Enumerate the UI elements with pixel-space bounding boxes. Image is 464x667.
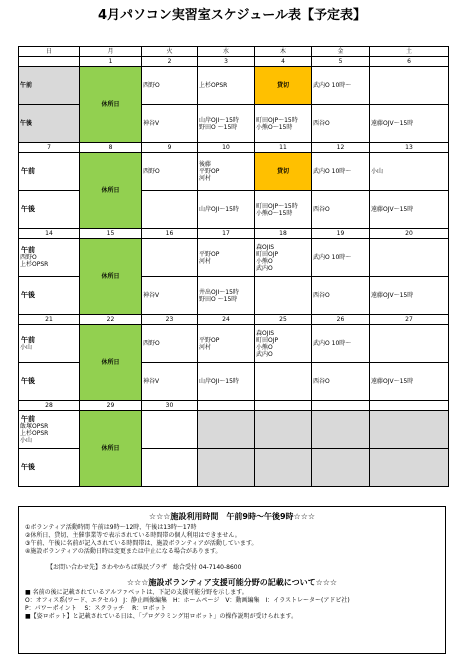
schedule-cell (142, 153, 198, 191)
date-cell: 19 (312, 229, 370, 239)
reserved-cell (255, 67, 312, 105)
volunteer-entry: 小山 (20, 343, 33, 351)
schedule-cell (19, 449, 80, 487)
date-cell: 18 (255, 229, 312, 239)
date-cell: 29 (80, 401, 142, 411)
volunteer-entry: 小熊O～15時 (256, 209, 293, 217)
schedule-cell (142, 449, 198, 487)
volunteer-entry: 神谷V (143, 120, 160, 127)
schedule-cell (19, 277, 80, 315)
volunteer-entry: 町田OJP (256, 336, 279, 344)
date-cell: 26 (312, 315, 370, 325)
am-row (19, 411, 449, 449)
ampm-label: 午後 (21, 377, 35, 385)
empty-day-cell (198, 449, 255, 487)
volunteer-entry: 山岸OJI～15時 (199, 116, 239, 124)
am-row (19, 153, 449, 191)
schedule-cell (312, 239, 370, 277)
schedule-cell (370, 277, 449, 315)
note-item: ④施設ボランティアの活動日時は変更または中止になる場合があります。 (25, 548, 222, 555)
date-cell: 30 (142, 401, 198, 411)
schedule-cell (255, 191, 312, 229)
schedule-cell (198, 191, 255, 229)
ampm-label: 午後 (21, 463, 35, 471)
legend-note (25, 613, 445, 621)
date-cell: 22 (80, 315, 142, 325)
empty-day-cell (312, 449, 370, 487)
volunteer-entry: 休所日 (101, 101, 120, 108)
volunteer-entry: 休所日 (101, 273, 120, 280)
schedule-cell (255, 239, 312, 277)
weekday-header: 火 (142, 47, 198, 57)
date-cell: 13 (370, 143, 449, 153)
volunteer-entry: 河村 (199, 175, 212, 182)
legend-row: O：オフィス系(ワード、エクセル) J：静止画像編集 H：ホームページ V：動画編集 I：イラストレーター(アドビ社) (25, 597, 350, 604)
volunteer-entry: 山岸OJI～15時 (199, 206, 239, 213)
date-cell (198, 401, 255, 411)
schedule-cell (198, 67, 255, 105)
ampm-label: 午前 (21, 246, 35, 254)
volunteer-entry: 武内O (256, 350, 273, 358)
schedule-cell (312, 67, 370, 105)
closed-day-cell (80, 239, 142, 315)
date-cell: 27 (370, 315, 449, 325)
date-row (19, 143, 449, 153)
legend (25, 589, 445, 621)
volunteer-entry: 上杉OPSR (20, 261, 49, 268)
date-row (19, 57, 449, 67)
date-cell: 9 (142, 143, 198, 153)
empty-day-cell (312, 411, 370, 449)
notes-list (25, 524, 445, 556)
schedule-cell (198, 239, 255, 277)
date-cell: 15 (80, 229, 142, 239)
volunteer-entry: 西谷O (313, 292, 330, 299)
schedule-cell (19, 363, 80, 401)
closed-day-cell (80, 411, 142, 487)
volunteer-entry: 貸切 (276, 168, 289, 175)
closed-day-cell (80, 67, 142, 143)
volunteer-entry: 西谷O (313, 378, 330, 385)
schedule-cell (142, 239, 198, 277)
date-cell: 14 (19, 229, 80, 239)
ampm-label: 午後 (20, 120, 33, 127)
volunteer-entry: 小山 (20, 436, 33, 444)
volunteer-entry: 上杉OPSR (20, 429, 49, 437)
ampm-label: 午前 (21, 414, 35, 423)
reserved-cell (255, 153, 312, 191)
schedule-cell (142, 363, 198, 401)
volunteer-entry: 武内O 10時～ (313, 340, 352, 347)
volunteer-entry: 河村 (199, 257, 212, 265)
schedule-cell (370, 239, 449, 277)
schedule-cell (255, 277, 312, 315)
schedule-cell (370, 191, 449, 229)
date-cell: 24 (198, 315, 255, 325)
schedule-cell (19, 239, 80, 277)
schedule-cell (198, 105, 255, 143)
date-cell: 16 (142, 229, 198, 239)
date-cell: 28 (19, 401, 80, 411)
volunteer-entry: 小熊O (256, 257, 273, 265)
volunteer-entry: 武内O 10時～ (313, 168, 352, 175)
schedule-cell (312, 153, 370, 191)
info-box (18, 506, 446, 654)
volunteer-entry: 休所日 (101, 187, 120, 194)
volunteer-entry: 河村 (199, 343, 212, 351)
date-cell (370, 401, 449, 411)
volunteer-entry: 飯塚OPSR (20, 422, 49, 430)
am-row (19, 67, 449, 105)
volunteer-entry: 西谷O (313, 206, 330, 213)
empty-day-cell (255, 449, 312, 487)
volunteer-entry: 武内O (256, 264, 273, 272)
date-cell: 23 (142, 315, 198, 325)
date-cell: 7 (19, 143, 80, 153)
volunteer-entry: 町田OJP～15時 (256, 202, 298, 210)
volunteer-entry: 遠藤OJV～15時 (371, 292, 414, 299)
volunteer-entry: 遠藤OJV～15時 (371, 120, 414, 127)
date-cell: 4 (255, 57, 312, 67)
date-cell: 1 (80, 57, 142, 67)
schedule-cell (19, 153, 80, 191)
schedule-table (18, 46, 449, 487)
volunteer-entry: 森OJIS (256, 329, 275, 337)
volunteer-entry: 平野OP (199, 168, 220, 175)
closed-day-cell (80, 153, 142, 229)
volunteer-entry: 小熊O (256, 343, 273, 351)
volunteer-entry: 野田O ～15時 (199, 295, 238, 303)
date-cell: 10 (198, 143, 255, 153)
weekday-header: 日 (19, 47, 80, 57)
date-row (19, 315, 449, 325)
am-row (19, 325, 449, 363)
volunteer-entry: 西谷O (313, 120, 330, 127)
volunteer-entry: 小熊O～15時 (256, 123, 293, 131)
volunteer-entry: 山岸OJI～15時 (199, 378, 239, 385)
note-item: ③午前、午後に名前が記入されている時間帯は、施設ボランティアが活動しています。 (25, 540, 258, 547)
schedule-cell (142, 325, 198, 363)
schedule-cell (142, 277, 198, 315)
volunteer-entry: 西野O (143, 340, 160, 347)
schedule-cell (312, 105, 370, 143)
legend-item: S：スクラッチ (84, 605, 125, 612)
schedule-cell (142, 67, 198, 105)
date-cell: 2 (142, 57, 198, 67)
date-cell: 6 (370, 57, 449, 67)
note-item: ①ボランティア活動時間 午前は9時～12時、午後は13時～17時 (25, 524, 197, 531)
contact-info: 【お問い合わせ先】さわやかちば県民プラザ 総合受付 04-7140-8600 (47, 564, 242, 571)
date-cell: 20 (370, 229, 449, 239)
date-cell: 11 (255, 143, 312, 153)
schedule-cell (198, 325, 255, 363)
legend-item: R：ロボット (132, 605, 167, 612)
page-title: 4月パソコン実習室スケジュール表【予定表】 (97, 8, 366, 23)
volunteer-entry: 遠藤OJV～15時 (371, 206, 414, 213)
volunteer-entry: 町田OJP (256, 250, 279, 258)
volunteer-entry: 神谷V (143, 378, 160, 385)
am-row (19, 239, 449, 277)
date-cell: 12 (312, 143, 370, 153)
schedule-cell (19, 191, 80, 229)
notation-title: ☆☆☆施設ボランティア支援可能分野の記載について☆☆☆ (126, 578, 338, 587)
schedule-cell (255, 325, 312, 363)
ampm-label: 午前 (21, 167, 35, 175)
schedule-cell (312, 325, 370, 363)
schedule-cell (142, 105, 198, 143)
date-cell: 25 (255, 315, 312, 325)
volunteer-entry: 武内O 10時～ (313, 254, 352, 261)
volunteer-entry: 西野O (143, 82, 160, 89)
ampm-label: 午後 (21, 291, 35, 299)
volunteer-entry: 野田O ～15時 (199, 123, 238, 131)
weekday-header: 月 (80, 47, 142, 57)
date-cell: 5 (312, 57, 370, 67)
date-row (19, 401, 449, 411)
volunteer-entry: 町田OJP～15時 (256, 116, 298, 124)
empty-day-cell (370, 411, 449, 449)
volunteer-entry: 井出OJI～15時 (199, 288, 239, 296)
volunteer-entry: 遠藤OJV～15時 (371, 378, 414, 385)
legend-item: P：パワーポイント (25, 605, 77, 612)
weekday-header: 金 (312, 47, 370, 57)
date-cell: 3 (198, 57, 255, 67)
legend-row (25, 605, 445, 613)
volunteer-entry: 武内O 10時～ (313, 82, 352, 89)
volunteer-entry: 休所日 (101, 359, 120, 366)
empty-day-cell (370, 449, 449, 487)
volunteer-entry: 後藤 (199, 161, 212, 168)
empty-day-cell (19, 105, 80, 143)
schedule-cell (370, 67, 449, 105)
date-row (19, 229, 449, 239)
volunteer-entry: 上杉OPSR (199, 82, 228, 89)
date-cell (255, 401, 312, 411)
weekday-header: 木 (255, 47, 312, 57)
schedule-cell (255, 105, 312, 143)
schedule-cell (198, 363, 255, 401)
weekday-header: 土 (370, 47, 449, 57)
legend-intro: ■ 名前の後に記載されているアルファベットは、下記の支援可能分野を示します。 (25, 589, 248, 596)
schedule-cell (255, 363, 312, 401)
date-cell: 17 (198, 229, 255, 239)
date-cell: 8 (80, 143, 142, 153)
weekday-header-row (19, 47, 449, 57)
volunteer-entry: 西野O (20, 254, 37, 261)
schedule-cell (312, 363, 370, 401)
volunteer-entry: 小山 (371, 168, 384, 175)
date-cell: 21 (19, 315, 80, 325)
schedule-cell (198, 153, 255, 191)
hours-title: ☆☆☆施設利用時間 午前9時～午後9時☆☆☆ (148, 512, 316, 521)
empty-day-cell (19, 67, 80, 105)
schedule-cell (370, 153, 449, 191)
volunteer-entry: 休所日 (101, 445, 120, 452)
schedule-cell (142, 191, 198, 229)
ampm-label: 午前 (21, 335, 35, 344)
legend-note-label: ■【姿ロボット】 (25, 613, 73, 620)
legend-note-text: と記載されている日は、「プログラミング用ロボット」の操作説明が受けられます。 (72, 613, 298, 620)
closed-day-cell (80, 325, 142, 401)
date-cell (312, 401, 370, 411)
volunteer-entry: 神谷V (143, 292, 160, 299)
weekday-header: 水 (198, 47, 255, 57)
empty-day-cell (198, 411, 255, 449)
empty-day-cell (255, 411, 312, 449)
schedule-cell (19, 325, 80, 363)
schedule-cell (370, 363, 449, 401)
schedule-cell (142, 411, 198, 449)
schedule-cell (370, 105, 449, 143)
schedule-cell (312, 277, 370, 315)
ampm-label: 午前 (20, 82, 33, 89)
date-cell (19, 57, 80, 67)
volunteer-entry: 貸切 (276, 82, 289, 89)
schedule-cell (312, 191, 370, 229)
volunteer-entry: 西野O (143, 168, 160, 175)
volunteer-entry: 平野OP (199, 250, 220, 258)
schedule-cell (198, 277, 255, 315)
schedule-cell (19, 411, 80, 449)
ampm-label: 午後 (21, 205, 35, 213)
schedule-cell (370, 325, 449, 363)
volunteer-entry: 森OJIS (256, 243, 275, 251)
note-item: ②休所日、貸切、主催事業等で表示されている時間帯の個人利用はできません。 (25, 532, 241, 539)
volunteer-entry: 平野OP (199, 336, 220, 344)
